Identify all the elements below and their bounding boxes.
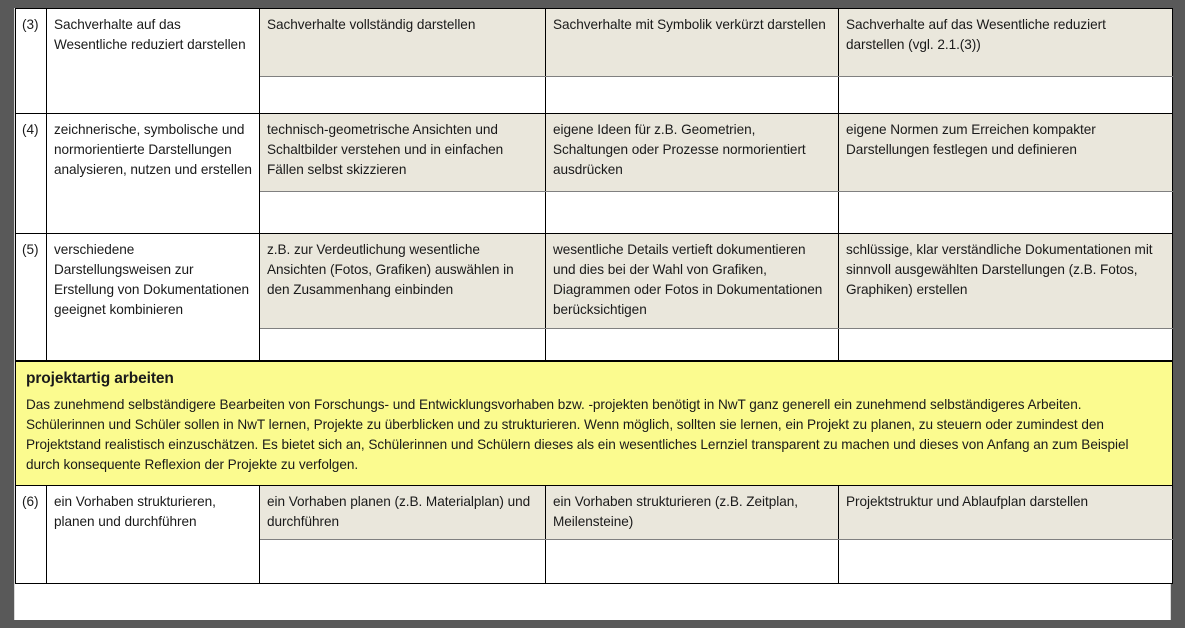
table-row xyxy=(16,234,1173,329)
callout-title: projektartig arbeiten xyxy=(26,370,174,387)
level-2-note-text xyxy=(546,540,838,553)
level-2-text: ein Vorhaben strukturieren (z.B. Zeitplan, Meilensteine) xyxy=(553,494,798,530)
level-1-note-cell[interactable] xyxy=(260,540,546,584)
row-descriptor-cell xyxy=(47,234,260,361)
document-surface xyxy=(14,8,1171,620)
callout-row xyxy=(16,361,1173,487)
level-3-text: Projektstruktur und Ablaufplan darstellen xyxy=(846,494,1089,510)
level-2-note-cell[interactable] xyxy=(546,192,839,234)
level-1-note-cell[interactable] xyxy=(260,192,546,234)
row-index-cell xyxy=(16,9,47,114)
level-1-note-text xyxy=(260,192,545,205)
level-1-note-text xyxy=(260,540,545,553)
row-index-label: (4) xyxy=(22,122,39,137)
callout-cell xyxy=(16,361,1173,487)
level-1-cell xyxy=(260,486,546,539)
level-2-text: Sachverhalte mit Symbolik verkürzt darstellen xyxy=(553,17,826,32)
level-3-cell xyxy=(839,486,1173,539)
level-1-cell xyxy=(260,114,546,192)
level-3-cell xyxy=(839,114,1173,192)
row-index-cell xyxy=(16,234,47,361)
level-2-text: eigene Ideen für z.B. Geometrien, Schaltungen oder Prozesse normorientiert ausdrücken xyxy=(553,122,806,177)
level-2-cell xyxy=(546,114,839,192)
level-1-text: z.B. zur Verdeutlichung wesentliche Ansichten (Fotos, Grafiken) auswählen in den Zusammenhang einbinden xyxy=(267,242,514,297)
level-3-text: Sachverhalte auf das Wesentliche reduziert darstellen (vgl. 2.1.(3)) xyxy=(846,17,1106,52)
level-2-note-text xyxy=(546,192,838,205)
table-row xyxy=(16,114,1173,192)
level-1-text: Sachverhalte vollständig darstellen xyxy=(267,17,476,32)
level-2-note-cell[interactable] xyxy=(546,329,839,361)
level-2-text: wesentliche Details vertieft dokumentieren und dies bei der Wahl von Grafiken, Diagrammen oder Fotos in Dokumentationen berücksichtigen xyxy=(553,242,823,317)
row-index-cell xyxy=(16,114,47,234)
row-descriptor-text: zeichnerische, symbolische und normorientierte Darstellungen analysieren, nutzen und erstellen xyxy=(54,122,252,177)
row-descriptor-cell xyxy=(47,114,260,234)
level-3-note-cell[interactable] xyxy=(839,192,1173,234)
level-2-cell xyxy=(546,9,839,77)
competency-table xyxy=(15,8,1173,584)
row-descriptor-text: ein Vorhaben strukturieren, planen und durchführen xyxy=(54,494,216,530)
level-1-text: ein Vorhaben planen (z.B. Materialplan) und durchführen xyxy=(267,494,531,530)
row-descriptor-cell xyxy=(47,9,260,114)
row-descriptor-text: verschiedene Darstellungsweisen zur Erstellung von Dokumentationen geeignet kombinieren xyxy=(54,242,249,317)
level-1-note-cell[interactable] xyxy=(260,77,546,114)
level-2-note-text xyxy=(546,77,838,90)
level-3-cell xyxy=(839,234,1173,329)
level-1-cell xyxy=(260,234,546,329)
level-3-text: schlüssige, klar verständliche Dokumentationen mit sinnvoll ausgewählten Darstellungen (z.B. Fotos, Graphiken) erstellen xyxy=(846,242,1153,297)
level-2-note-text xyxy=(546,329,838,342)
row-descriptor-cell xyxy=(47,486,260,583)
level-3-note-cell[interactable] xyxy=(839,540,1173,584)
level-3-note-text xyxy=(839,540,1172,553)
level-2-note-cell[interactable] xyxy=(546,540,839,584)
row-index-cell xyxy=(16,486,47,583)
table-row xyxy=(16,9,1173,77)
level-3-text: eigene Normen zum Erreichen kompakter Darstellungen festlegen und definieren xyxy=(846,122,1096,157)
level-3-note-cell[interactable] xyxy=(839,329,1173,361)
callout-body: Das zunehmend selbständigere Bearbeiten von Forschungs- und Entwicklungsvorhaben bzw. -projekten benötigt in NwT ganz generell ein zunehmend selbständigeres Arbeiten. Schülerinnen und Schüler sollen in NwT lernen, Projekte zu überblicken und zu strukturieren. Wenn möglich, sollten sie lernen, ein Projekt zu planen, zu steuern oder zumindest den Projektstand realistisch einzuschätzen. Es bietet sich an, Schülerinnen und Schülern dieses als ein wesentliches Lernziel transparent zu machen und dieses von Anfang an zum Beispiel durch konsequente Reflexion der Projekte zu verfolgen. xyxy=(26,397,1129,473)
level-3-note-cell[interactable] xyxy=(839,77,1173,114)
level-3-cell xyxy=(839,9,1173,77)
level-3-note-text xyxy=(839,192,1172,205)
row-index-label: (3) xyxy=(22,17,39,32)
row-descriptor-text: Sachverhalte auf das Wesentliche reduziert darstellen xyxy=(54,17,246,52)
level-3-note-text xyxy=(839,77,1172,90)
level-1-cell xyxy=(260,9,546,77)
row-index-label: (5) xyxy=(22,242,39,257)
row-index-label: (6) xyxy=(22,494,39,510)
table-row xyxy=(16,486,1173,539)
level-1-note-cell[interactable] xyxy=(260,329,546,361)
level-3-note-text xyxy=(839,329,1172,342)
level-2-note-cell[interactable] xyxy=(546,77,839,114)
callout-box xyxy=(16,361,1172,486)
level-2-cell xyxy=(546,486,839,539)
level-1-text: technisch-geometrische Ansichten und Schaltbilder verstehen und in einfachen Fällen selbst skizzieren xyxy=(267,122,504,177)
level-2-cell xyxy=(546,234,839,329)
level-1-note-text xyxy=(260,77,545,90)
level-1-note-text xyxy=(260,329,545,342)
